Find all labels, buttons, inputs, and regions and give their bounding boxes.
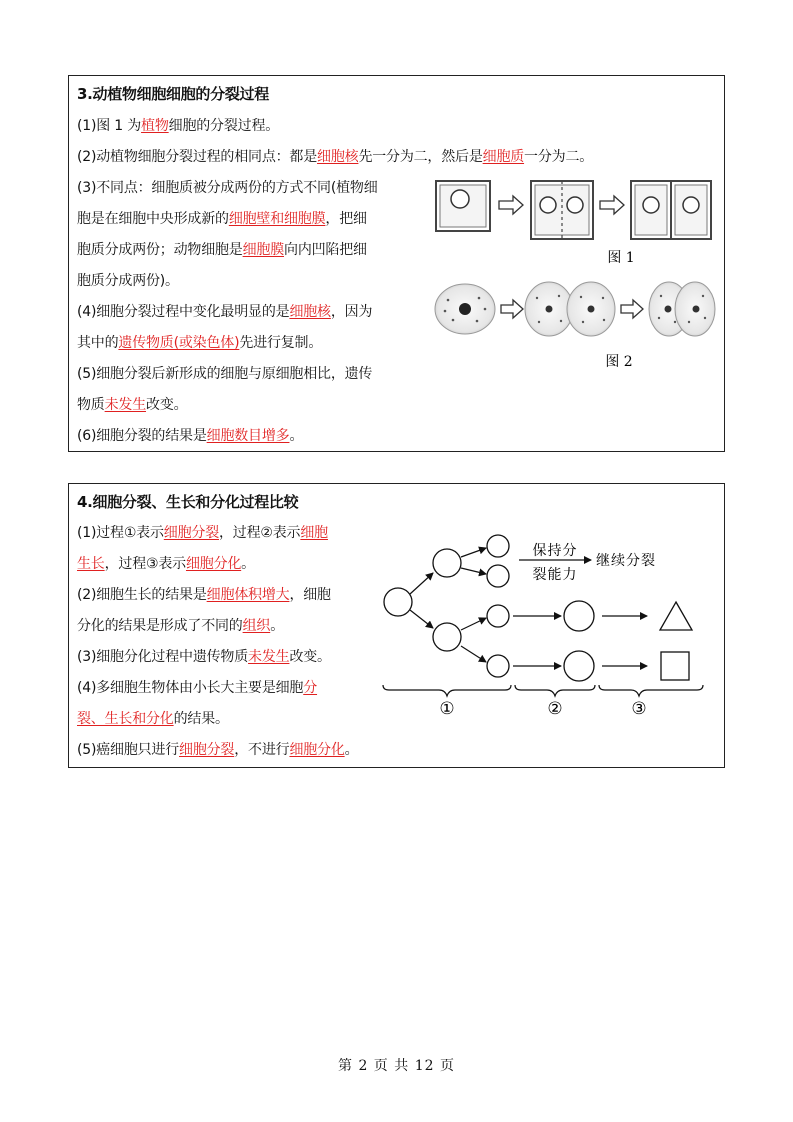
triangle-tissue-icon <box>660 602 692 630</box>
label-division-ability: 裂能力 <box>532 567 578 583</box>
answer: 细胞分裂 <box>179 742 235 758</box>
cell <box>487 565 509 587</box>
section-4-title: 4.细胞分裂、生长和分化过程比较 <box>77 493 299 511</box>
text: 分化的结果是形成了不同的 <box>77 618 243 634</box>
section-3-box <box>68 75 725 452</box>
arrow-icon <box>499 196 523 214</box>
section-3-title: 3.动植物细胞细胞的分裂过程 <box>77 85 269 103</box>
answer: 细胞膜 <box>242 242 285 258</box>
answer: 生长 <box>77 556 105 572</box>
nucleus <box>459 303 471 315</box>
arrow-icon <box>461 568 486 574</box>
answer: 细胞分化 <box>289 742 345 758</box>
daughter-cell-top <box>433 549 461 577</box>
text: ，因为 <box>330 304 373 320</box>
grown-cell <box>564 651 594 681</box>
text: 细胞的分裂过程。 <box>168 118 280 134</box>
answer: 细胞数目增多 <box>206 428 290 444</box>
answer: 细胞分裂 <box>163 525 219 541</box>
plant-cell-division-figure <box>433 176 718 271</box>
arrow-icon <box>600 196 624 214</box>
cell <box>487 605 509 627</box>
daughter-cell-bottom <box>433 623 461 651</box>
nucleus <box>643 197 659 213</box>
text: 向内凹陷把细 <box>284 242 367 258</box>
arrow-icon <box>410 610 433 628</box>
s3-line-1 <box>77 115 279 135</box>
arrow-icon <box>461 618 486 630</box>
stage-3-label: ③ <box>631 699 647 719</box>
text: ，过程②表示 <box>219 525 301 541</box>
answer: 遗传物质(或染色体) <box>118 335 240 351</box>
text: ，细胞 <box>289 587 331 603</box>
answer: 细胞核 <box>317 149 359 165</box>
stage-2-label: ② <box>547 699 563 719</box>
label-keep-division: 保持分 <box>532 543 578 559</box>
s4-line-5 <box>77 646 331 666</box>
s3-line-7 <box>77 301 372 321</box>
s3-line-5 <box>77 239 367 259</box>
brace-stage-2 <box>515 685 595 696</box>
s3-line-10 <box>77 394 187 414</box>
text: (6)细胞分裂的结果是 <box>77 428 207 444</box>
answer: 未发生 <box>248 649 290 665</box>
arrow-icon <box>461 646 486 662</box>
text: ，把细 <box>325 211 367 227</box>
text: (4)细胞分裂过程中变化最明显的是 <box>77 304 290 320</box>
nucleus <box>683 197 699 213</box>
answer: 分 <box>303 680 318 696</box>
text: 胞质分成两份；动物细胞是 <box>77 242 243 258</box>
brace-stage-1 <box>383 685 511 696</box>
text: 。 <box>270 618 285 634</box>
nucleus <box>451 190 469 208</box>
s3-line-3: (3)不同点：细胞质被分成两份的方式不同(植物细 <box>77 180 378 196</box>
nucleus <box>546 306 553 313</box>
section-4-box <box>68 483 725 768</box>
text: 先进行复制。 <box>239 335 323 351</box>
text: 先一分为二，然后是 <box>358 149 483 165</box>
cell <box>487 655 509 677</box>
answer: 细胞 <box>300 525 328 541</box>
text: 一分为二。 <box>524 149 594 165</box>
s4-line-1 <box>77 522 328 542</box>
text: 其中的 <box>77 335 119 351</box>
nucleus <box>567 197 583 213</box>
text: (1)过程①表示 <box>77 525 164 541</box>
answer: 细胞体积增大 <box>206 587 290 603</box>
nucleus <box>693 306 700 313</box>
text: (2)动植物细胞分裂过程的相同点：都是 <box>77 149 318 165</box>
answer: 组织 <box>242 618 271 634</box>
text: 。 <box>241 556 255 572</box>
text: (4)多细胞生物体由小长大主要是细胞 <box>77 680 304 696</box>
text: (2)细胞生长的结果是 <box>77 587 207 603</box>
answer: 植物 <box>141 118 169 134</box>
text: 的结果。 <box>173 711 229 727</box>
arrow-icon <box>461 548 486 557</box>
text: 物质 <box>77 397 105 413</box>
s4-line-4 <box>77 615 284 635</box>
nucleus <box>588 306 595 313</box>
answer: 细胞核 <box>289 304 331 320</box>
nucleus <box>540 197 556 213</box>
answer: 细胞分化 <box>185 556 242 572</box>
arrow-icon <box>410 573 433 594</box>
origin-cell <box>384 588 412 616</box>
s4-line-7 <box>77 708 229 728</box>
text: 改变。 <box>146 397 188 413</box>
text: 。 <box>344 742 359 758</box>
text: ，不进行 <box>234 742 290 758</box>
s3-line-2 <box>77 146 593 166</box>
grown-cell <box>564 601 594 631</box>
answer: 细胞质 <box>482 149 525 165</box>
s3-line-8 <box>77 332 322 352</box>
figure-2-caption: 图 2 <box>605 354 633 370</box>
s3-line-9: (5)细胞分裂后新形成的细胞与原细胞相比，遗传 <box>77 366 373 382</box>
cell-process-diagram <box>369 522 719 722</box>
animal-cell-division-figure <box>433 276 718 376</box>
text: (5)癌细胞只进行 <box>77 742 180 758</box>
s4-line-6 <box>77 677 317 697</box>
text: ，过程③表示 <box>104 556 186 572</box>
stage-1-label: ① <box>439 699 455 719</box>
s4-line-2 <box>77 553 255 573</box>
square-tissue-icon <box>661 652 689 680</box>
text: (1)图 1 为 <box>77 118 142 134</box>
s3-line-11 <box>77 425 303 445</box>
page-footer: 第 2 页 共 12 页 <box>338 1058 455 1074</box>
figure-1-caption: 图 1 <box>607 250 635 266</box>
text: 改变。 <box>289 649 331 665</box>
s4-line-3 <box>77 584 331 604</box>
brace-stage-3 <box>599 685 703 696</box>
s3-line-4 <box>77 208 367 228</box>
label-continue-division: 继续分裂 <box>596 553 656 569</box>
text: 胞是在细胞中央形成新的 <box>77 211 229 227</box>
answer: 裂、生长和分化 <box>77 711 174 727</box>
answer: 细胞壁和细胞膜 <box>228 211 326 227</box>
text: (3)细胞分化过程中遗传物质 <box>77 649 249 665</box>
answer: 未发生 <box>104 397 147 413</box>
nucleus <box>665 306 672 313</box>
arrow-icon <box>501 300 523 318</box>
cell <box>487 535 509 557</box>
s4-line-8 <box>77 739 358 759</box>
arrow-icon <box>621 300 643 318</box>
s3-line-6: 胞质分成两份)。 <box>77 273 179 289</box>
text: 。 <box>289 428 304 444</box>
